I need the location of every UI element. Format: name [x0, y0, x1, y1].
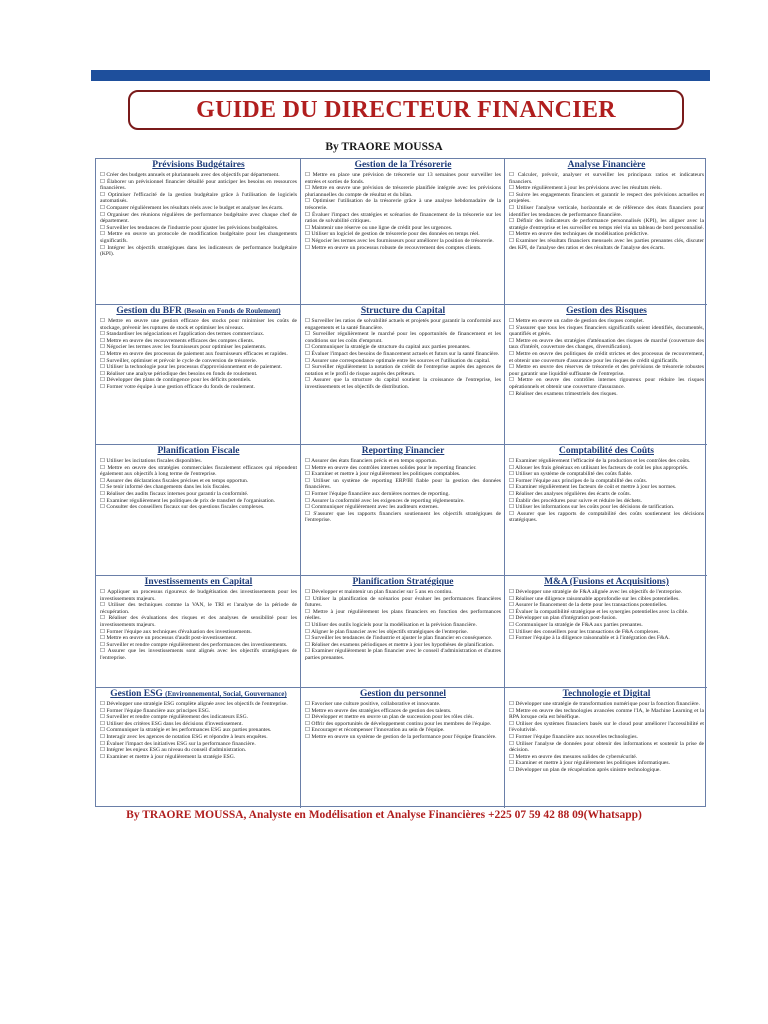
section-heading	[100, 689, 297, 700]
checklist-item: ☐ Former votre équipe à une gestion efficace du fonds de roulement.	[100, 383, 255, 390]
checklist-item: ☐ Surveiller les ratios de solvabilité actuels et projetés pour garantir la conformité aux engagements et la santé financière.	[305, 318, 501, 331]
checklist-item: ☐ Utiliser des outils logiciels pour la modélisation et la prévision financière.	[305, 621, 477, 628]
section-heading	[509, 689, 704, 700]
checklist-item: ☐ Examiner et mettre à jour régulièrement la stratégie ESG.	[100, 753, 236, 760]
checklist-item: ☐ Examiner les résultats financiers mensuels avec les parties prenantes clés, discuter des KPI, de l'analyse des ratios et des résultats de l'analyse des écarts.	[509, 237, 704, 251]
checklist	[509, 318, 704, 397]
checklist-item: ☐ Former l'équipe financière aux principes ESG.	[100, 707, 211, 714]
section-card	[505, 688, 707, 808]
checklist-item: ☐ Examiner régulièrement le plan financier avec le conseil d'administration et d'autres parties prenantes.	[305, 648, 501, 661]
checklist-item: ☐ Assurer des déclarations fiscales précises et en temps opportun.	[100, 477, 249, 484]
checklist-item: ☐ Réaliser des audits fiscaux internes pour garantir la conformité.	[100, 490, 249, 497]
checklist	[305, 589, 501, 662]
section-heading	[305, 446, 501, 457]
checklist-item: ☐ Mettre en œuvre des processus de paiement aux fournisseurs efficaces et rapides.	[100, 350, 288, 357]
section-card	[301, 445, 505, 576]
section-heading	[509, 446, 704, 457]
checklist-item: ☐ Optimiser l'utilisation de la trésorerie grâce à une analyse hebdomadaire de la trésorerie.	[305, 198, 501, 211]
section-title: Gestion des Risques	[566, 306, 647, 316]
checklist-item: ☐ Développer des plans de contingence pour les déficits potentiels.	[100, 377, 252, 384]
checklist-item: ☐ Surveiller les tendances de l'industrie et ajuster le plan financier en conséquence.	[305, 635, 493, 642]
checklist-item: ☐ Mettre en œuvre des mesures solides de cybersécurité.	[509, 753, 638, 760]
checklist-item: ☐ Examiner régulièrement les facteurs de coût et mettre à jour les normes.	[509, 484, 677, 491]
checklist-item: ☐ Utiliser un logiciel de gestion de trésorerie pour des données en temps réel.	[305, 231, 480, 238]
checklist-item: ☐ Assurer le financement de la dette pour les transactions potentielles.	[509, 602, 668, 609]
checklist-item: ☐ Se tenir informé des changements dans les lois fiscales.	[100, 484, 231, 491]
checklist-item: ☐ Mettre en œuvre des recouvrements efficaces des comptes clients.	[100, 337, 255, 344]
checklist-item: ☐ Former l'équipe aux techniques d'évaluation des investissements.	[100, 628, 252, 635]
checklist-item: ☐ Former l'équipe aux principes de la comptabilité des coûts.	[509, 477, 648, 484]
section-card	[505, 576, 707, 688]
checklist-item: ☐ Offrir des opportunités de développement continu pour les membres de l'équipe.	[305, 720, 492, 727]
section-heading	[100, 446, 297, 457]
checklist-item: ☐ Communiquer la stratégie de F&A aux parties prenantes.	[509, 621, 643, 628]
checklist-item: ☐ Mettre en œuvre un protocole de modification budgétaire pour les changements significatifs.	[100, 231, 297, 244]
section-title: Investissements en Capital	[144, 577, 253, 587]
checklist-item: ☐ Examiner régulièrement les politiques de prix de transfert de l'organisation.	[100, 497, 276, 504]
section-subtitle: (Besoin en Fonds de Roulement)	[184, 307, 281, 315]
checklist-item: ☐ Former l'équipe financière aux nouvelles technologies.	[509, 733, 638, 740]
section-title: Technologie et Digital	[562, 689, 651, 699]
checklist	[305, 172, 501, 251]
checklist-item: ☐ Consulter des conseillers fiscaux sur des questions fiscales complexes.	[100, 504, 265, 511]
section-heading	[100, 306, 297, 317]
checklist-item: ☐ Développer une stratégie de transformation numérique pour la fonction financière.	[509, 701, 700, 707]
checklist	[305, 458, 501, 524]
checklist	[100, 458, 297, 511]
section-card	[301, 688, 505, 808]
section-title: Structure du Capital	[360, 306, 446, 316]
checklist-item: ☐ Allouer les frais généraux en utilisant les facteurs de coût les plus appropriés.	[509, 464, 689, 471]
checklist-item: ☐ Mettre en œuvre une gestion efficace des stocks pour minimiser les coûts de stockage, prévenir les ruptures de stock et optimiser les niveaux.	[100, 318, 297, 331]
checklist	[509, 172, 704, 251]
section-heading	[509, 306, 704, 317]
checklist-item: ☐ Mettre en œuvre des stratégies efficaces de gestion des talents.	[305, 707, 452, 714]
checklist-item: ☐ Développer une stratégie de F&A alignée avec les objectifs de l'entreprise.	[509, 589, 683, 595]
checklist-item: ☐ Mettre à jour régulièrement les plans financiers en fonction des performances réelles.	[305, 608, 501, 622]
checklist-item: ☐ Mettre en place une prévision de trésorerie sur 13 semaines pour surveiller les entrées et sorties de fonds.	[305, 172, 501, 185]
checklist-item: ☐ Mettre en œuvre des technologies avancées comme l'IA, le Machine Learning et la RPA lorsque cela est bénéfique.	[509, 707, 704, 721]
checklist-item: ☐ Utiliser des systèmes financiers basés sur le cloud pour améliorer l'accessibilité et l'évolutivité.	[509, 720, 704, 734]
checklist-item: ☐ Réaliser des analyses régulières des écarts de coûts.	[509, 490, 631, 497]
section-heading	[509, 577, 704, 588]
title-banner	[128, 90, 684, 130]
checklist-item: ☐ Mettre en œuvre un processus robuste de recouvrement des comptes clients.	[305, 244, 482, 251]
checklist-item: ☐ Réaliser des examens trimestriels des risques.	[509, 390, 618, 397]
checklist-item: ☐ Surveiller régulièrement le marché pour les opportunités de financement et les conditions sur les coûts d'emprunt.	[305, 331, 501, 344]
section-heading	[305, 689, 501, 700]
checklist-item: ☐ Encourager et récompenser l'innovation au sein de l'équipe.	[305, 727, 445, 734]
checklist-item: ☐ Mettre en œuvre des stratégies d'atténuation des risques de marché (couverture des taux d'intérêt, couverture des changes, diversification).	[509, 337, 704, 351]
section-card	[96, 159, 301, 305]
section-heading	[305, 306, 501, 317]
section-title: Gestion du personnel	[359, 689, 447, 699]
section-heading	[100, 160, 297, 171]
checklist-item: ☐ Développer et mettre en œuvre un plan de succession pour les rôles clés.	[305, 714, 474, 721]
section-title: M&A (Fusions et Acquisitions)	[544, 577, 669, 587]
checklist-item: ☐ Maintenir une réserve ou une ligne de crédit pour les urgences.	[305, 224, 453, 231]
checklist-item: ☐ Mettre en œuvre des techniques de modélisation prédictive.	[509, 231, 649, 238]
checklist-item: ☐ Surveiller et rendre compte régulièrement des indicateurs ESG.	[100, 714, 249, 721]
checklist-item: ☐ Intégrer les enjeux ESG au niveau du conseil d'administration.	[100, 747, 247, 754]
document-title: GUIDE DU DIRECTEUR FINANCIER	[196, 96, 616, 123]
section-title: Gestion de la Trésorerie	[354, 160, 452, 170]
checklist-item: ☐ Utiliser la planification de scénarios pour évaluer les performances financières futures.	[305, 595, 501, 609]
checklist	[100, 318, 297, 391]
checklist-item: ☐ Développer une stratégie ESG complète alignée avec les objectifs de l'entreprise.	[100, 701, 288, 707]
checklist-item: ☐ Surveiller et rendre compte régulièrement des performances des investissements.	[100, 641, 288, 648]
checklist-item: ☐ Utiliser un système de reporting ERP/BI fiable pour la gestion des données financières.	[305, 477, 501, 491]
checklist-item: ☐ Mettre régulièrement à jour les prévisions avec les résultats réels.	[509, 185, 662, 192]
checklist-item: ☐ Utiliser l'analyse de données pour obtenir des informations et soutenir la prise de décision.	[509, 740, 704, 754]
checklist-item: ☐ Assurer que les investissements sont alignés avec les objectifs stratégiques de l'entreprise.	[100, 648, 297, 661]
checklist-item: ☐ Utiliser les informations sur les coûts pour les décisions de tarification.	[509, 504, 675, 511]
checklist-item: ☐ Développer et maintenir un plan financier sur 5 ans en continu.	[305, 589, 453, 595]
checklist-item: ☐ Réaliser une diligence raisonnable approfondie sur les cibles potentielles.	[509, 595, 680, 602]
checklist-item: ☐ Standardiser les négociations et l'application des termes commerciaux.	[100, 331, 265, 338]
checklist-item: ☐ Assurer des états financiers précis et en temps opportun.	[305, 458, 438, 464]
section-heading	[100, 577, 297, 588]
checklist-item: ☐ Mettre en œuvre un système de gestion de la performance pour l'équipe financière.	[305, 733, 497, 740]
checklist-item: ☐ Appliquer un processus rigoureux de budgétisation des investissements pour les investissements majeurs.	[100, 589, 297, 602]
checklist-item: ☐ Optimiser l'efficacité de la gestion budgétaire grâce à l'utilisation de logiciels automatisés.	[100, 191, 297, 205]
checklist-item: ☐ Utiliser des techniques comme la VAN, le TRI et l'analyse de la période de récupération.	[100, 602, 297, 615]
checklist	[509, 458, 704, 524]
checklist-item: ☐ Créer des budgets annuels et pluriannuels avec des objectifs par département.	[100, 172, 280, 178]
checklist-item: ☐ S'assurer que les rapports financiers soutiennent les objectifs stratégiques de l'entreprise.	[305, 510, 501, 524]
checklist-item: ☐ Évaluer la compatibilité stratégique et les synergies potentielles avec la cible.	[509, 608, 689, 615]
checklist-item: ☐ Assurer que les rapports de comptabilité des coûts soutiennent les décisions stratégiques.	[509, 510, 704, 524]
section-title: Planification Stratégique	[352, 577, 454, 587]
checklist-item: ☐ Définir des indicateurs de performance personnalisés (KPI), les aligner avec la stratégie d'entreprise et les surveiller en temps réel via un tableau de bord personnalisé.	[509, 218, 704, 231]
checklist-item: ☐ Surveiller les tendances de l'industrie pour ajuster les prévisions budgétaires.	[100, 224, 279, 231]
checklist-item: ☐ Former l'équipe financière aux dernières normes de reporting.	[305, 490, 450, 497]
section-card	[96, 305, 301, 445]
section-title: Comptabilité des Coûts	[558, 446, 654, 456]
checklist-item: ☐ Interagir avec les agences de notation ESG et répondre à leurs enquêtes.	[100, 733, 268, 740]
checklist-item: ☐ Organiser des réunions régulières de performance budgétaire avec chaque chef de département.	[100, 211, 297, 225]
section-title: Reporting Financier	[361, 446, 445, 456]
checklist-item: ☐ Utiliser des conseillers pour les transactions de F&A complexes.	[509, 628, 660, 635]
checklist-item: ☐ Réaliser des évaluations des risques et des analyses de sensibilité pour les investissements majeurs.	[100, 615, 297, 628]
section-card	[505, 445, 707, 576]
checklist-item: ☐ Élaborer un prévisionnel financier détaillé pour anticiper les besoins en ressources financières.	[100, 178, 297, 192]
checklist-item: ☐ Développer un plan d'intégration post-fusion.	[509, 615, 617, 622]
checklist-item: ☐ Évaluer l'impact des besoins de financement actuels et futurs sur la santé financière.	[305, 350, 500, 357]
footer-credit: By TRAORE MOUSSA, Analyste en Modélisation et Analyse Financières +225 07 59 42 88 09(Whatsapp)	[126, 809, 642, 821]
top-accent-bar	[91, 70, 710, 81]
checklist-item: ☐ Communiquer régulièrement avec les auditeurs externes.	[305, 504, 439, 511]
checklist-item: ☐ Mettre en œuvre des contrôles internes solides pour le reporting financier.	[305, 464, 477, 471]
checklist-item: ☐ Communiquer la stratégie de structure du capital aux parties prenantes.	[305, 344, 471, 351]
checklist-item: ☐ Établir des procédures pour suivre et réduire les déchets.	[509, 497, 643, 504]
author-byline: By TRAORE MOUSSA	[325, 141, 443, 153]
checklist	[100, 172, 297, 258]
checklist-grid	[95, 158, 706, 807]
checklist	[305, 701, 501, 741]
checklist-item: ☐ Mettre en œuvre des réserves de trésorerie et des prévisions de trésorerie robustes pour garantir une liquidité suffisante de l'entreprise.	[509, 364, 704, 377]
checklist-item: ☐ Assurer la conformité avec les exigences de reporting réglementaire.	[305, 497, 465, 504]
checklist-item: ☐ Mettre en œuvre des contrôles internes rigoureux pour réduire les risques opérationnels et obtenir une couverture d'assurance.	[509, 377, 704, 390]
checklist-item: ☐ Former l'équipe à la diligence raisonnable et à l'intégration des F&A.	[509, 635, 670, 642]
checklist-item: ☐ Assurer une correspondance optimale entre les sources et l'utilisation du capital.	[305, 357, 491, 364]
checklist-item: ☐ Favoriser une culture positive, collaborative et innovante.	[305, 701, 441, 707]
section-heading	[509, 160, 704, 171]
checklist	[100, 701, 297, 760]
checklist-item: ☐ Mettre en œuvre un processus d'audit post-investissement.	[100, 635, 237, 642]
section-card	[96, 445, 301, 576]
section-title: Prévisions Budgétaires	[152, 160, 245, 170]
checklist-item: ☐ Surveiller régulièrement la notation de crédit de l'entreprise auprès des agences de notation et le profil de risque auprès des prêteurs.	[305, 364, 501, 377]
checklist-item: ☐ Utiliser les incitations fiscales disponibles.	[100, 458, 202, 464]
checklist-item: ☐ Examiner régulièrement l'efficacité de la production et les contrôles des coûts.	[509, 458, 691, 464]
checklist	[305, 318, 501, 391]
checklist-item: ☐ Surveiller, optimiser et prévoir le cycle de conversion de trésorerie.	[100, 357, 258, 364]
checklist-item: ☐ Réaliser des examens périodiques et mettre à jour les hypothèses de planification.	[305, 641, 495, 648]
checklist-item: ☐ Utiliser l'analyse verticale, horizontale et de référence des états financiers pour identifier les tendances de performance financière.	[509, 204, 704, 218]
checklist-item: ☐ Évaluer l'impact des stratégies et scénarios de financement de la trésorerie sur les ratios de solvabilité critiques.	[305, 211, 501, 225]
section-title: Gestion du BFR	[116, 306, 182, 316]
checklist	[100, 589, 297, 662]
checklist-item: ☐ Examiner et mettre à jour régulièrement les politiques comptables.	[305, 471, 461, 478]
checklist-item: ☐ Mettre en œuvre un cadre de gestion des risques complet.	[509, 318, 645, 324]
checklist-item: ☐ Assurer que la structure du capital soutient la croissance de l'entreprise, les investissements et les objectifs de distribution.	[305, 377, 501, 390]
checklist-item: ☐ Intégrer les objectifs stratégiques dans les indicateurs de performance budgétaire (KPI).	[100, 244, 297, 258]
checklist-item: ☐ Utiliser la technologie pour les processus d'approvisionnement et de paiement.	[100, 364, 283, 371]
checklist-item: ☐ Évaluer l'impact des initiatives ESG sur la performance financière.	[100, 740, 256, 747]
section-card	[301, 305, 505, 445]
checklist-item: ☐ Mettre en œuvre des stratégies commerciales fiscalement efficaces qui répondent également aux objectifs à long terme de l'entreprise.	[100, 464, 297, 478]
checklist-item: ☐ Calculer, prévoir, analyser et surveiller les principaux ratios et indicateurs financiers.	[509, 172, 704, 185]
section-title: Analyse Financière	[567, 160, 646, 170]
checklist-item: ☐ Réaliser une analyse périodique des besoins en fonds de roulement.	[100, 370, 258, 377]
section-heading	[305, 160, 501, 171]
checklist-item: ☐ Comparer régulièrement les résultats réels avec le budget et analyser les écarts.	[100, 204, 284, 211]
checklist-item: ☐ S'assurer que tous les risques financiers significatifs soient identifiés, documentés, quantifiés et gérés.	[509, 324, 704, 338]
section-card	[505, 159, 707, 305]
section-subtitle: (Environnemental, Social, Gouvernance)	[165, 690, 287, 698]
checklist-item: ☐ Mettre en œuvre une prévision de trésorerie planifiée intégrée avec les prévisions pluriannuelles du compte de résultat et du bilan.	[305, 185, 501, 198]
section-title: Planification Fiscale	[157, 446, 240, 456]
section-title: Gestion ESG	[110, 689, 163, 699]
checklist-item: ☐ Négocier les termes avec les fournisseurs pour optimiser les paiements.	[100, 344, 267, 351]
checklist	[509, 701, 704, 774]
section-card	[301, 576, 505, 688]
checklist-item: ☐ Développer un plan de récupération après sinistre technologique.	[509, 766, 661, 773]
checklist-item: ☐ Suivre les engagements financiers et garantir le respect des prévisions actuelles et projetées.	[509, 191, 704, 205]
checklist-item: ☐ Aligner le plan financier avec les objectifs stratégiques de l'entreprise.	[305, 628, 469, 635]
checklist-item: ☐ Utiliser des critères ESG dans les décisions d'investissement.	[100, 720, 243, 727]
section-card	[96, 576, 301, 688]
checklist-item: ☐ Utiliser un système de comptabilité des coûts fiable.	[509, 471, 633, 478]
section-card	[301, 159, 505, 305]
section-heading	[305, 577, 501, 588]
checklist-item: ☐ Mettre en œuvre des politiques de crédit strictes et des processus de recouvrement, et obtenir une couverture d'assurance pour les risques de crédit significatifs.	[509, 350, 704, 364]
checklist-item: ☐ Communiquer la stratégie et les performances ESG aux parties prenantes.	[100, 727, 272, 734]
section-card	[96, 688, 301, 808]
checklist	[509, 589, 704, 642]
section-card	[505, 305, 707, 445]
checklist-item: ☐ Négocier les termes avec les fournisseurs pour améliorer la position de trésorerie.	[305, 237, 494, 244]
checklist-item: ☐ Examiner et mettre à jour régulièrement les politiques informatiques.	[509, 760, 670, 767]
